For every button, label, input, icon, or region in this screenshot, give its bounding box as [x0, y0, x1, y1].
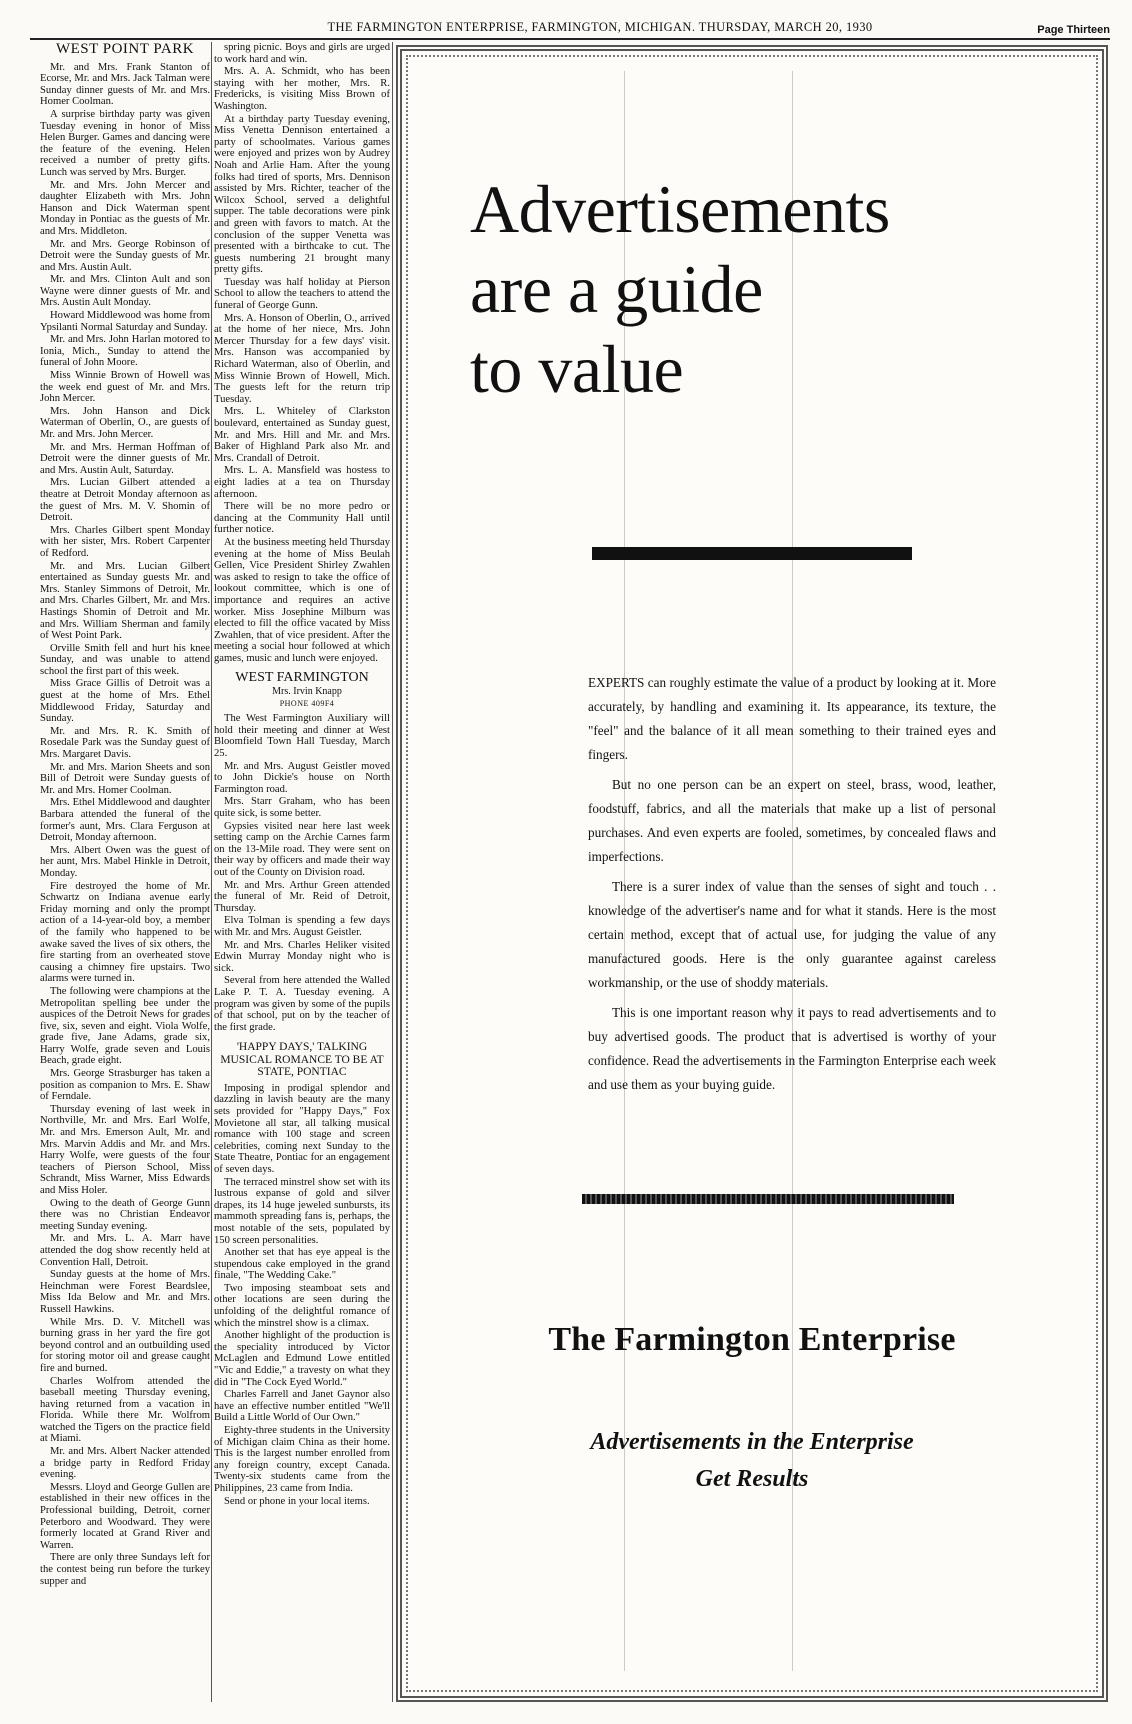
news-item: Messrs. Lloyd and George Gullen are established in their new offices in the Professional building, Detroit, corner Peterboro and Woodward. They were formerly located at Grand River and Warren.: [40, 1481, 210, 1551]
news-item: Mrs. Albert Owen was the guest of her aunt, Mrs. Mabel Hinkle in Detroit, Monday.: [40, 844, 210, 879]
advertisement-box: [396, 45, 1108, 1702]
news-item: Elva Tolman is spending a few days with Mr. and Mrs. August Geistler.: [214, 915, 390, 938]
news-item: The following were champions at the Metropolitan spelling bee under the auspices of the Detroit News for grades five, six, seven and eight. Viola Wolfe, grade five, Jane Adams, grade six, Harry Wolfe, grade seven and Louis Beach, grade eight.: [40, 985, 210, 1067]
news-item: Mr. and Mrs. L. A. Marr have attended the dog show recently held at Convention Hall, Detroit.: [40, 1233, 210, 1268]
news-item: Another highlight of the production is the speciality introduced by Victor McLaglen and Edmund Lowe entitled "Vic and Eddie," a travesty on what they did in "The Cock Eyed World.": [214, 1330, 390, 1388]
header-rule: [30, 38, 1110, 40]
news-item: Gypsies visited near here last week setting camp on the Archie Carnes farm on the 13-Mile road. They were sent on their way by officers and made their way out of the County on Division road.: [214, 820, 390, 878]
news-item: At a birthday party Tuesday evening, Miss Venetta Dennison entertained a party of schoolmates. Various games were enjoyed and prizes won by Audrey Noah and Arlie Ham. After the young folks had tired of sports, Mrs. Dennison assisted by Mrs. Richter, teacher of the Wilcox School, served a delightful supper. The table decorations were pink and green with favors to match. At the conclusion of the supper Venetta was presented with a birthcake to cut. The guests numbering 21 brought many pretty gifts.: [214, 113, 390, 276]
news-item: Several from here attended the Walled Lake P. T. A. Tuesday evening. A program was given by some of the pupils of that school, put on by the teacher of the first grade.: [214, 975, 390, 1033]
news-item: Mrs. Charles Gilbert spent Monday with her sister, Mrs. Robert Carpenter of Redford.: [40, 524, 210, 559]
ad-paragraph: There is a surer index of value than the senses of sight and touch . . knowledge of the advertiser's name and for what it stands. Here is the most certain method, except that of actual use, for judging the value of any manufactured goods. Here is the only guarantee against careless workmanship, or the use of shoddy materials.: [588, 879, 996, 990]
news-item: Howard Middlewood was home from Ypsilanti Normal Saturday and Sunday.: [40, 310, 210, 333]
news-item: Mr. and Mrs. August Geistler moved to John Dickie's house on North Farmington road.: [214, 760, 390, 795]
news-item: Miss Winnie Brown of Howell was the week end guest of Mr. and Mrs. John Mercer.: [40, 370, 210, 405]
news-item: Imposing in prodigal splendor and dazzling in lavish beauty are the many sets provided for "Happy Days," Fox Movietone all star, all talking musical romance with 100 stage and screen celebrities, coming next Sunday to the State Theatre, Pontiac for an engagement of seven days.: [214, 1082, 390, 1175]
news-item: Charles Wolfrom attended the baseball meeting Thursday evening, having returned from a vacation in Florida. While there Mr. Wolfrom watched the Tigers on the practice field at Miami.: [40, 1375, 210, 1445]
news-item: Mrs. L. Whiteley of Clarkston boulevard, entertained as Sunday guest, Mr. and Mrs. Hill and Mr. and Mrs. Baker of Highland Park also Mr. and Mrs. Crandall of Detroit.: [214, 406, 390, 464]
news-item: Two imposing steamboat sets and other locations are seen during the unfolding of the delightful romance of which the minstrel show is a climax.: [214, 1282, 390, 1329]
news-item: spring picnic. Boys and girls are urged to work hard and win.: [214, 42, 390, 65]
news-item: Mr. and Mrs. Frank Stanton of Ecorse, Mr. and Mrs. Jack Talman were Sunday dinner guests of Mr. and Mrs. Homer Coolman.: [40, 61, 210, 108]
column-news: [214, 42, 390, 1702]
news-item: There are only three Sundays left for the contest being run before the turkey supper and: [40, 1552, 210, 1587]
byline: Mrs. Irvin Knapp: [272, 686, 342, 698]
news-item: Mr. and Mrs. John Mercer and daughter Elizabeth with Mrs. John Hanson and Dick Waterman spent Monday in Pontiac as the guests of Mr. and Mrs. Middleton.: [40, 179, 210, 237]
news-item: Mrs. Ethel Middlewood and daughter Barbara attended the funeral of the former's aunt, Mrs. Clara Ferguson at Detroit, Monday afternoon.: [40, 797, 210, 844]
news-item: Mr. and Mrs. Albert Nacker attended a bridge party in Redford Friday evening.: [40, 1446, 210, 1481]
news-item: Mrs. John Hanson and Dick Waterman of Oberlin, O., are guests of Mr. and Mrs. John Mercer.: [40, 405, 210, 440]
news-item: Tuesday was half holiday at Pierson School to allow the teachers to attend the funeral of George Gunn.: [214, 276, 390, 312]
news-item: A surprise birthday party was given Tuesday evening in honor of Miss Helen Burger. Games and dancing were the feature of the evening. Helen received a number of pretty gifts. Lunch was served by Mrs. Burger.: [40, 108, 210, 178]
news-item: The West Farmington Auxiliary will hold their meeting and dinner at West Bloomfield Town Hall Tuesday, March 25.: [214, 713, 390, 760]
news-item: The terraced minstrel show set with its lustrous expanse of gold and silver drapes, its 14 huge jeweled sunbursts, its mammoth spreading fans is, perhaps, the most notable of the sets, populated by 150 screen personalities.: [214, 1176, 390, 1246]
column-body: [214, 1083, 390, 1507]
ad-body: [588, 671, 996, 1103]
headline-line: to value: [470, 331, 684, 407]
news-item: Mrs. Lucian Gilbert attended a theatre at Detroit Monday afternoon as the guest of Mrs. M. V. Shomin of Detroit.: [40, 477, 210, 524]
news-item: Mrs. Starr Graham, who has been quite sick, is some better.: [214, 796, 390, 819]
ad-patterned-bar: [582, 1194, 954, 1204]
column-rule: [392, 42, 393, 1702]
page-number: Page Thirteen: [1037, 24, 1110, 36]
ad-slogan: Advertisements in the Enterprise: [590, 1429, 914, 1455]
news-item: Owing to the death of George Gunn there was no Christian Endeavor meeting Sunday evening.: [40, 1197, 210, 1232]
news-item: There will be no more pedro or dancing at the Community Hall until further notice.: [214, 501, 390, 536]
headline-line: are a guide: [470, 251, 763, 327]
news-item: While Mrs. D. V. Mitchell was burning grass in her yard the fire got beyond control and an outbuilding used for storing motor oil and grease caught fire and burned.: [40, 1316, 210, 1374]
masthead-line: THE FARMINGTON ENTERPRISE, FARMINGTON, MICHIGAN. THURSDAY, MARCH 20, 1930: [327, 20, 873, 34]
ad-paragraph: This is one important reason why it pays to read advertisements and to buy advertised goods. The product that is advertised is worthy of your confidence. Read the advertisements in the Farmington Enterprise each week and use them as your buying guide.: [588, 1005, 996, 1092]
article-headline: 'HAPPY DAYS,' TALKING MUSICAL ROMANCE TO BE AT STATE, PONTIAC: [220, 1041, 384, 1079]
news-item: Mr. and Mrs. Lucian Gilbert entertained as Sunday guests Mr. and Mrs. Stanley Simmons of Detroit, Mr. and Mrs. Charles Gilbert, Mr. and Mrs. Hastings Shomin of Detroit and Mr. and Mrs. William Sherman and family of West Point Park.: [40, 560, 210, 642]
news-item: Sunday guests at the home of Mrs. Heinchman were Forest Beardslee, Miss Ida Below and Mr. and Mrs. Russell Hawkins.: [40, 1269, 210, 1315]
news-item: Mr. and Mrs. John Harlan motored to Ionia, Mich., Sunday to attend the funeral of John Moore.: [40, 334, 210, 369]
news-item: Mr. and Mrs. Herman Hoffman of Detroit were the dinner guests of Mr. and Mrs. Austin Ault, Saturday.: [40, 441, 210, 476]
ad-paragraph: EXPERTS can roughly estimate the value of a product by looking at it. More accurately, by handling and examining it. Its appearance, its texture, the "feel" and the balance of it all mean something to their trained eyes and fingers.: [588, 675, 996, 762]
section-heading: WEST POINT PARK: [55, 42, 195, 57]
ad-headline: [470, 169, 1030, 409]
ad-slogan: Get Results: [695, 1466, 809, 1492]
ad-black-bar: [592, 547, 912, 560]
column-body: [214, 713, 390, 1033]
news-item: Another set that has eye appeal is the stupendous cake employed in the grand finale, "The Wedding Cake.": [214, 1247, 390, 1282]
headline-line: Advertisements: [470, 171, 890, 247]
column-body: [214, 42, 390, 664]
news-item: Mrs. A. A. Schmidt, who has been staying with her mother, Mrs. R. Fredericks, is visiting Miss Brown of Washington.: [214, 66, 390, 112]
news-item: At the business meeting held Thursday evening at the home of Miss Beulah Gellen, Vice President Shirley Zwahlen was asked to resign to take the office of lookout committee, which is one of importance and requires an active worker. Miss Josephine Milburn was elected to fill the office vacated by Miss Zwahlen, that of vice president. After the meeting a social hour followed at which games, music and lunch were enjoyed.: [214, 536, 390, 664]
news-item: Mrs. L. A. Mansfield was hostess to eight ladies at a tea on Thursday afternoon.: [214, 465, 390, 500]
news-item: Mr. and Mrs. Charles Heliker visited Edwin Murray Monday night who is sick.: [214, 939, 390, 974]
column-west-point-park: [40, 42, 210, 1702]
news-item: Mr. and Mrs. Marion Sheets and son Bill of Detroit were Sunday guests of Mr. and Mrs. Homer Coolman.: [40, 761, 210, 796]
news-item: Eighty-three students in the University of Michigan claim China as their home. This is the largest number enrolled from any foreign country, except Canada. Twenty-six students came from the Philippines, 23 came from India.: [214, 1425, 390, 1494]
news-item: Thursday evening of last week in Northville, Mr. and Mrs. Earl Wolfe, Mr. and Mrs. Emerson Ault, Mr. and Mrs. Marvin Addis and Mr. and Mrs. Harry Wolfe, were guests of the four teachers of Pierson School, Miss Schrandt, Miss Warner, Miss Edwards and Miss Holer.: [40, 1103, 210, 1196]
phone-number: PHONE 409F4: [279, 698, 335, 708]
news-item: Mr. and Mrs. George Robinson of Detroit were the Sunday guests of Mr. and Mrs. Austin Ault.: [40, 238, 210, 273]
news-item: Send or phone in your local items.: [224, 1495, 370, 1507]
news-item: Charles Farrell and Janet Gaynor also have an effective number entitled "We'll Build a Little World of Our Own.": [214, 1389, 390, 1424]
news-item: Mrs. A. Honson of Oberlin, O., arrived at the home of her niece, Mrs. John Mercer Thursday for a few days' visit. Mrs. Hanson was accompanied by Richard Waterman, also of Oberlin, and Miss Winnie Brown of Howell, Mich. The guests left for the return trip Tuesday.: [214, 312, 390, 405]
page-header: [0, 18, 1132, 40]
column-body: [40, 62, 210, 1588]
news-item: Mr. and Mrs. R. K. Smith of Rosedale Park was the Sunday guest of Mrs. Margaret Davis.: [40, 725, 210, 761]
newspaper-name: The Farmington Enterprise: [548, 1321, 956, 1358]
news-item: Fire destroyed the home of Mr. Schwartz on Indiana avenue early Friday morning and only the prompt action of a 14-year-old boy, a member of the family who happened to be awake saved the lives of six others, the fire starting from an overheated stove causing a chimney fire upstairs. Two alarms were turned in.: [40, 880, 210, 985]
news-item: Orville Smith fell and hurt his knee Sunday, and was unable to attend school the first part of this week.: [40, 642, 210, 677]
news-item: Mrs. George Strasburger has taken a position as companion to Mrs. E. Shaw of Ferndale.: [40, 1068, 210, 1103]
ad-paragraph: But no one person can be an expert on steel, brass, wood, leather, foodstuff, fabrics, and all the materials that make up a list of personal purchases. And even experts are fooled, sometimes, by concealed flaws and imperfections.: [588, 777, 996, 864]
news-item: Miss Grace Gillis of Detroit was a guest at the home of Mrs. Ethel Middlewood Friday, Saturday and Sunday.: [40, 678, 210, 725]
news-item: Mr. and Mrs. Arthur Green attended the funeral of Mr. Reid of Detroit, Thursday.: [214, 879, 390, 914]
section-heading: WEST FARMINGTON: [235, 670, 369, 686]
news-item: Mr. and Mrs. Clinton Ault and son Wayne were dinner guests of Mr. and Mrs. Austin Ault Monday.: [40, 274, 210, 309]
column-rule: [211, 42, 212, 1702]
